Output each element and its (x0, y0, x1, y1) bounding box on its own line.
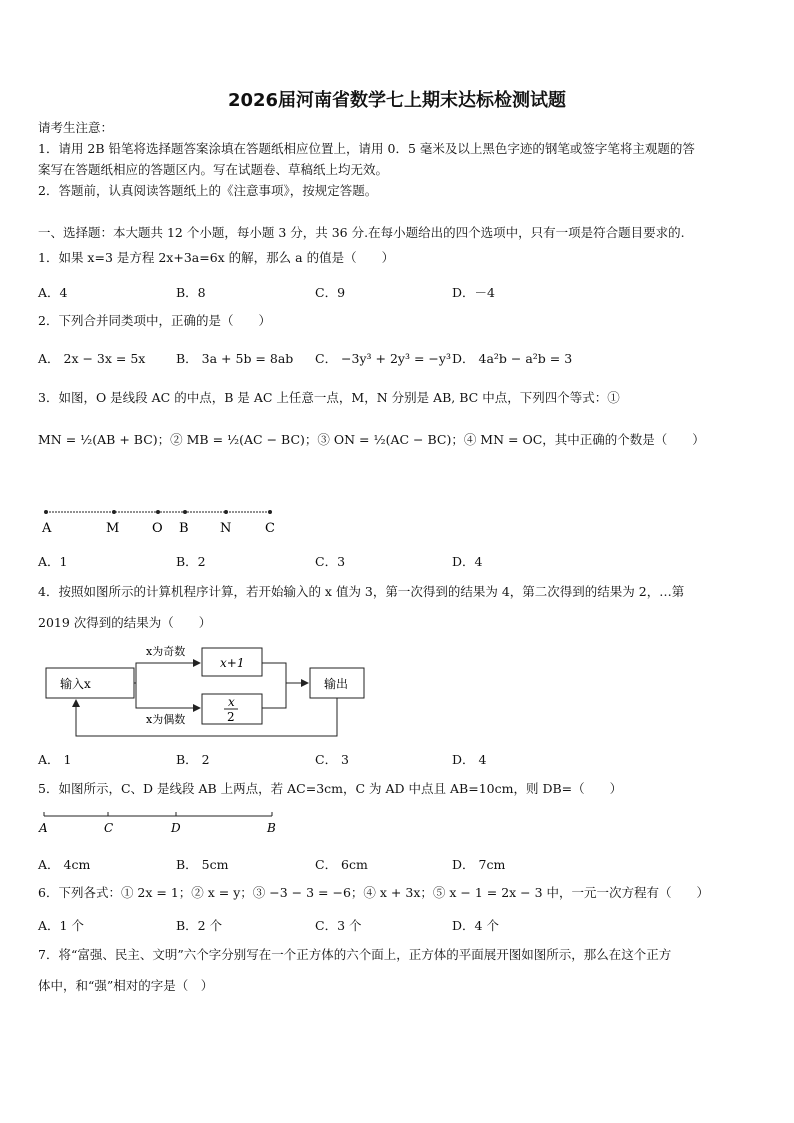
question-1-option-c: C．9 (315, 285, 346, 300)
question-5-stem: 5．如图所示，C、D 是线段 AB 上两点，若 AC=3cm，C 为 AD 中点且 AB=10cm，则 DB=（ ） (38, 781, 623, 796)
section-heading: 一、选择题：本大题共 12 个小题，每小题 3 分，共 36 分.在每小题给出的四个选项中，只有一项是符合题目要求的. (38, 225, 685, 240)
question-3-option-a: A．1 (38, 554, 68, 569)
page-title: 2026届河南省数学七上期末达标检测试题 (227, 90, 567, 111)
question-3-stem: 3．如图，O 是线段 AC 的中点，B 是 AC 上任意一点，M，N 分别是 AB, BC 中点，下列四个等式：① (38, 390, 620, 405)
question-5-segment-figure (38, 810, 288, 838)
question-7-stem-line-1: 7．将“富强、民主、文明”六个字分别写在一个正方体的六个面上，正方体的平面展开图如图所示，那么在这个正方 (38, 947, 672, 962)
point-label-c: C (265, 521, 275, 536)
even-operation-denominator: 2 (227, 710, 235, 724)
notice-item-1-line-1: 1．请用 2B 铅笔将选择题答案涂填在答题纸相应位置上，请用 0．5 毫米及以上黑色字迹的钢笔或签字笔将主观题的答 (38, 141, 695, 156)
question-1-option-d: D．－4 (452, 285, 495, 300)
even-branch-label: x为偶数 (146, 713, 186, 726)
point-label-c: C (104, 821, 114, 835)
question-4-option-c: C． 3 (315, 752, 349, 767)
point-label-b: B (267, 821, 276, 835)
question-6-option-b: B．2 个 (176, 918, 223, 933)
question-5-option-a: A． 4cm (38, 857, 91, 872)
question-4-flowchart (38, 638, 378, 742)
point-label-n: N (220, 521, 232, 536)
odd-branch-arrow (136, 663, 200, 683)
point-marker-n (224, 510, 228, 514)
even-branch-arrow (136, 683, 200, 708)
question-1-stem: 1．如果 x=3 是方程 2x+3a=6x 的解，那么 a 的值是（ ） (38, 250, 395, 265)
question-2-option-b: B． 3a + 5b = 8ab (176, 351, 294, 366)
notice-item-2: 2．答题前，认真阅读答题纸上的《注意事项》，按规定答题。 (38, 183, 378, 198)
question-4-option-b: B． 2 (176, 752, 210, 767)
notice-item-1-line-2: 案写在答题纸相应的答题区内。写在试题卷、草稿纸上均无效。 (38, 162, 389, 177)
question-3-option-b: B．2 (176, 554, 206, 569)
even-operation-numerator: x (228, 695, 235, 709)
question-6-stem: 6．下列各式：① 2x = 1；② x = y；③ −3 − 3 = −6；④ x + 3x；⑤ x − 1 = 2x − 3 中，一元一次方程有（ ） (38, 885, 710, 900)
question-4-option-d: D． 4 (452, 752, 487, 767)
question-4-option-a: A． 1 (38, 752, 72, 767)
point-label-a: A (42, 521, 52, 536)
point-marker-a (44, 510, 48, 514)
point-marker-b (183, 510, 187, 514)
question-6-option-d: D．4 个 (452, 918, 499, 933)
question-2-option-d: D． 4a²b − a²b = 3 (452, 351, 573, 366)
point-label-a: A (39, 821, 48, 835)
question-5-option-c: C． 6cm (315, 857, 368, 872)
question-1-option-a: A．4 (38, 285, 68, 300)
question-2-option-a: A． 2x − 3x = 5x (38, 351, 146, 366)
point-label-d: D (171, 821, 181, 835)
notice-heading: 请考生注意： (38, 120, 114, 135)
point-label-b: B (179, 521, 189, 536)
point-label-o: O (152, 521, 163, 536)
question-4-stem-line-1: 4．按照如图所示的计算机程序计算，若开始输入的 x 值为 3，第一次得到的结果为 4，第二次得到的结果为 2，…第 (38, 584, 685, 599)
merge-lines (262, 663, 286, 708)
point-label-m: M (106, 521, 120, 536)
point-marker-m (112, 510, 116, 514)
point-marker-c (268, 510, 272, 514)
question-3-equations: MN = ½(AB + BC)；② MB = ½(AC − BC)；③ ON = ½(AC − BC)；④ MN = OC，其中正确的个数是（ ） (38, 432, 705, 447)
point-marker-o (156, 510, 160, 514)
odd-branch-label: x为奇数 (146, 645, 186, 658)
question-5-option-b: B． 5cm (176, 857, 229, 872)
odd-operation-label: x+1 (220, 656, 245, 670)
question-1-option-b: B．8 (176, 285, 206, 300)
question-6-option-a: A．1 个 (38, 918, 84, 933)
question-3-segment-figure (38, 502, 288, 538)
question-4-stem-line-2: 2019 次得到的结果为（ ） (38, 615, 212, 630)
question-6-option-c: C．3 个 (315, 918, 362, 933)
question-7-stem-line-2: 体中，和“强”相对的字是（ ） (38, 978, 214, 993)
question-2-stem: 2．下列合并同类项中，正确的是（ ） (38, 313, 271, 328)
input-box-label: 输入x (60, 677, 91, 691)
question-3-option-c: C．3 (315, 554, 346, 569)
output-box-label: 输出 (324, 677, 349, 691)
question-3-option-d: D．4 (452, 554, 483, 569)
question-2-option-c: C． −3y³ + 2y³ = −y³ (315, 351, 451, 366)
question-5-option-d: D． 7cm (452, 857, 506, 872)
